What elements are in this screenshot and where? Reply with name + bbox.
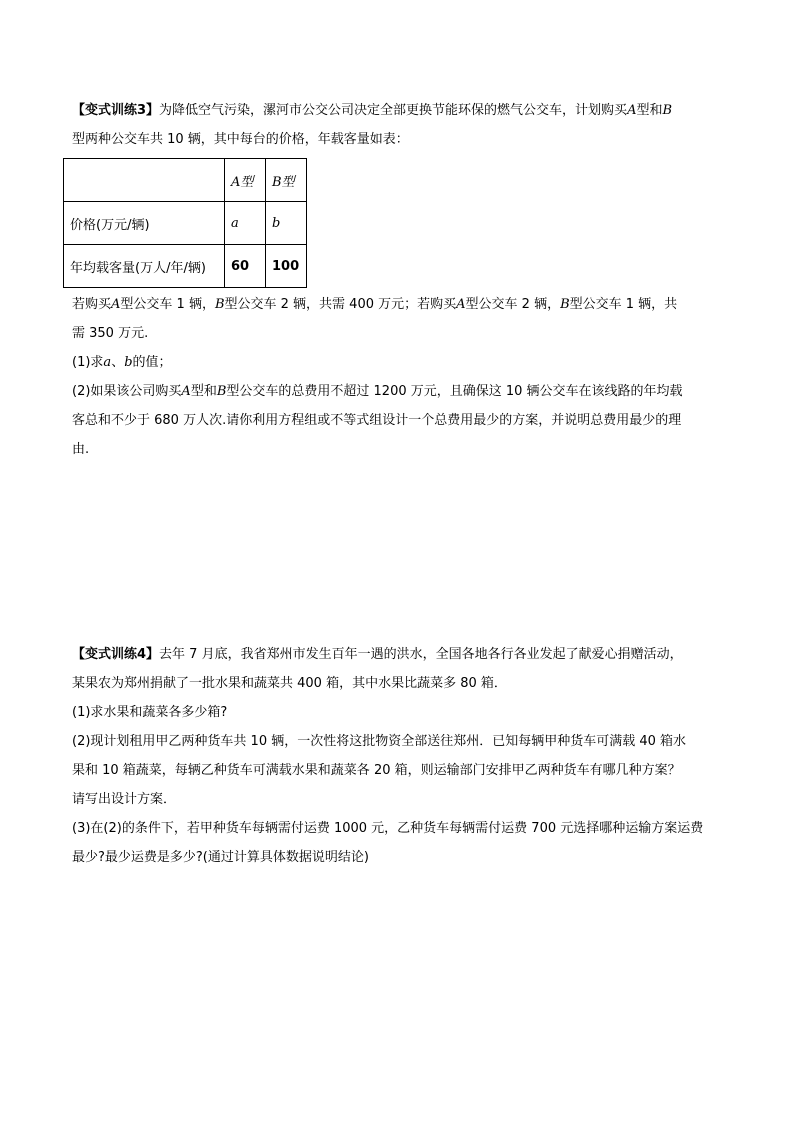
- exercise-3-question-2-line-3: 由.: [72, 442, 90, 457]
- exercise-4-line-1: 【变式训练4】去年 7 月底，我省郑州市发生百年一遇的洪水，全国各地各行各业发起了献爱心捐赠活动，: [72, 647, 683, 662]
- table-cell: 年均载客量(万人/年/辆): [64, 245, 225, 288]
- table-cell: 价格(万元/辆): [64, 202, 225, 245]
- table-cell: 100: [266, 245, 307, 288]
- table-row: [64, 202, 307, 245]
- table-cell: A型: [225, 159, 266, 202]
- exercise-3-title: 【变式训练3】: [72, 103, 160, 118]
- exercise-3-body: [72, 290, 724, 464]
- exercise-3-condition-line-1: 若购买A型公交车 1 辆，B型公交车 2 辆，共需 400 万元；若购买A型公交车 2 辆，B型公交车 1 辆，共: [72, 297, 678, 312]
- exercise-3-intro: [72, 96, 724, 154]
- exercise-3-question-1: (1)求a、b的值；: [72, 355, 172, 370]
- table-header-row: [64, 159, 307, 202]
- bus-table: [63, 158, 307, 288]
- exercise-3-question-2-line-2: 客总和不少于 680 万人次.请你利用方程组或不等式组设计一个总费用最少的方案，并说明总费用最少的理: [72, 413, 682, 428]
- table-cell: B型: [266, 159, 307, 202]
- exercise-4-question-3-line-2: 最少?最少运费是多少?(通过计算具体数据说明结论): [72, 850, 369, 865]
- exercise-4-line-2: 某果农为郑州捐献了一批水果和蔬菜共 400 箱，其中水果比蔬菜多 80 箱．: [72, 676, 507, 691]
- exercise-3-line-2: 型两种公交车共 10 辆，其中每台的价格，年载客量如表：: [72, 132, 409, 147]
- table-row: [64, 245, 307, 288]
- exercise-4: [72, 640, 724, 872]
- exercise-3-question-2-line-1: (2)如果该公司购买A型和B型公交车的总费用不超过 1200 万元，且确保这 10 辆公交车在该线路的年均载: [72, 384, 683, 399]
- exercise-3-line-1: 【变式训练3】为降低空气污染，漯河市公交公司决定全部更换节能环保的燃气公交车，计划购买A型和B: [72, 103, 673, 118]
- exercise-3-condition-line-2: 需 350 万元.: [72, 326, 149, 341]
- table-cell: a: [225, 202, 266, 245]
- table-cell: [64, 159, 225, 202]
- exercise-4-question-1: (1)求水果和蔬菜各多少箱?: [72, 705, 228, 720]
- table-cell: 60: [225, 245, 266, 288]
- exercise-4-question-3-line-1: (3)在(2)的条件下，若甲种货车每辆需付运费 1000 元，乙种货车每辆需付运费 700 元选择哪种运输方案运费: [72, 821, 704, 836]
- exercise-4-question-2-line-3: 请写出设计方案．: [72, 792, 177, 807]
- table-cell: b: [266, 202, 307, 245]
- exercise-4-question-2-line-2: 果和 10 箱蔬菜，每辆乙种货车可满载水果和蔬菜各 20 箱，则运输部门安排甲乙两种货车有哪几种方案？: [72, 763, 681, 778]
- exercise-4-question-2-line-1: (2)现计划租用甲乙两种货车共 10 辆，一次性将这批物资全部送往郑州．已知每辆甲种货车可满载 40 箱水: [72, 734, 687, 749]
- exercise-4-title: 【变式训练4】: [72, 647, 160, 662]
